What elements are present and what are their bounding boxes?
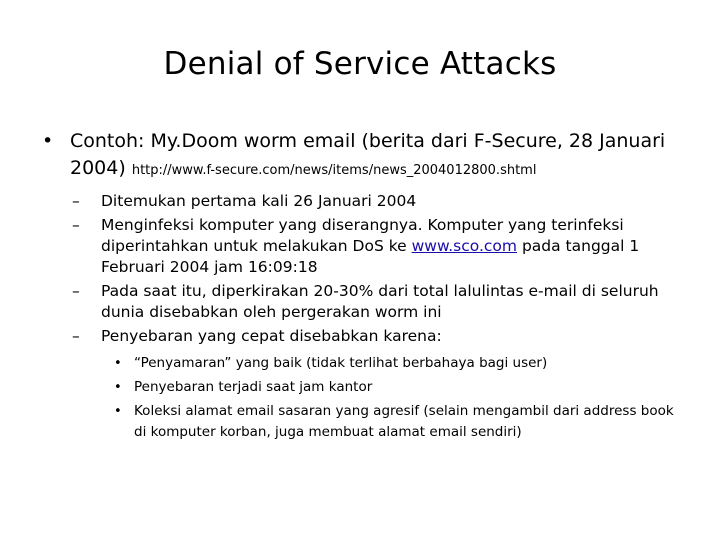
sub-item-text: Ditemukan pertama kali 26 Januari 2004 <box>101 192 417 210</box>
sub-item-text: Penyebaran yang cepat disebabkan karena: <box>101 327 442 345</box>
sub-item <box>40 281 680 323</box>
sub-sub-item-text: Penyebaran terjadi saat jam kantor <box>134 379 373 395</box>
sub-item <box>40 215 680 278</box>
sub-sub-list <box>40 353 680 443</box>
sub-sub-item-text: “Penyamaran” yang baik (tidak terlihat berbahaya bagi user) <box>134 355 548 371</box>
sub-item-text: Pada saat itu, diperkirakan 20-30% dari total lalulintas e-mail di seluruh dunia disebabkan oleh pergerakan worm ini <box>101 282 659 321</box>
dash-icon: – <box>72 216 80 234</box>
sub-sub-item <box>40 401 680 443</box>
sub-sub-item-text: Koleksi alamat email sasaran yang agresif (selain mengambil dari address book di komputer korban, juga membuat alamat email sendiri) <box>134 403 674 440</box>
dash-icon: – <box>72 282 80 300</box>
bullet-icon: • <box>114 404 122 419</box>
sub-sub-item <box>40 353 680 374</box>
sub-item <box>40 191 680 212</box>
bullet-item <box>40 128 680 184</box>
sub-item-text: Menginfeksi komputer yang diserangnya. Komputer yang terinfeksi diperintahkan untuk melakukan DoS ke <box>101 216 624 255</box>
sub-item <box>40 326 680 347</box>
source-url: http://www.f-secure.com/news/items/news_2004012800.shtml <box>131 163 537 178</box>
bullet-icon: • <box>114 380 122 395</box>
bullet-text: Contoh: My.Doom worm email (berita dari F-Secure, 28 Januari 2004) <box>70 130 666 179</box>
bullet-icon: • <box>42 130 54 152</box>
dash-icon: – <box>72 192 80 210</box>
sub-sub-item <box>40 377 680 398</box>
sub-item-text: pada tanggal 1 Februari 2004 jam 16:09:18 <box>101 237 640 276</box>
slide-title: Denial of Service Attacks <box>163 46 557 82</box>
sco-link[interactable]: www.sco.com <box>411 237 517 255</box>
dash-icon: – <box>72 327 80 345</box>
bullet-icon: • <box>114 356 122 371</box>
slide-content <box>40 128 680 446</box>
sub-list <box>40 191 680 347</box>
